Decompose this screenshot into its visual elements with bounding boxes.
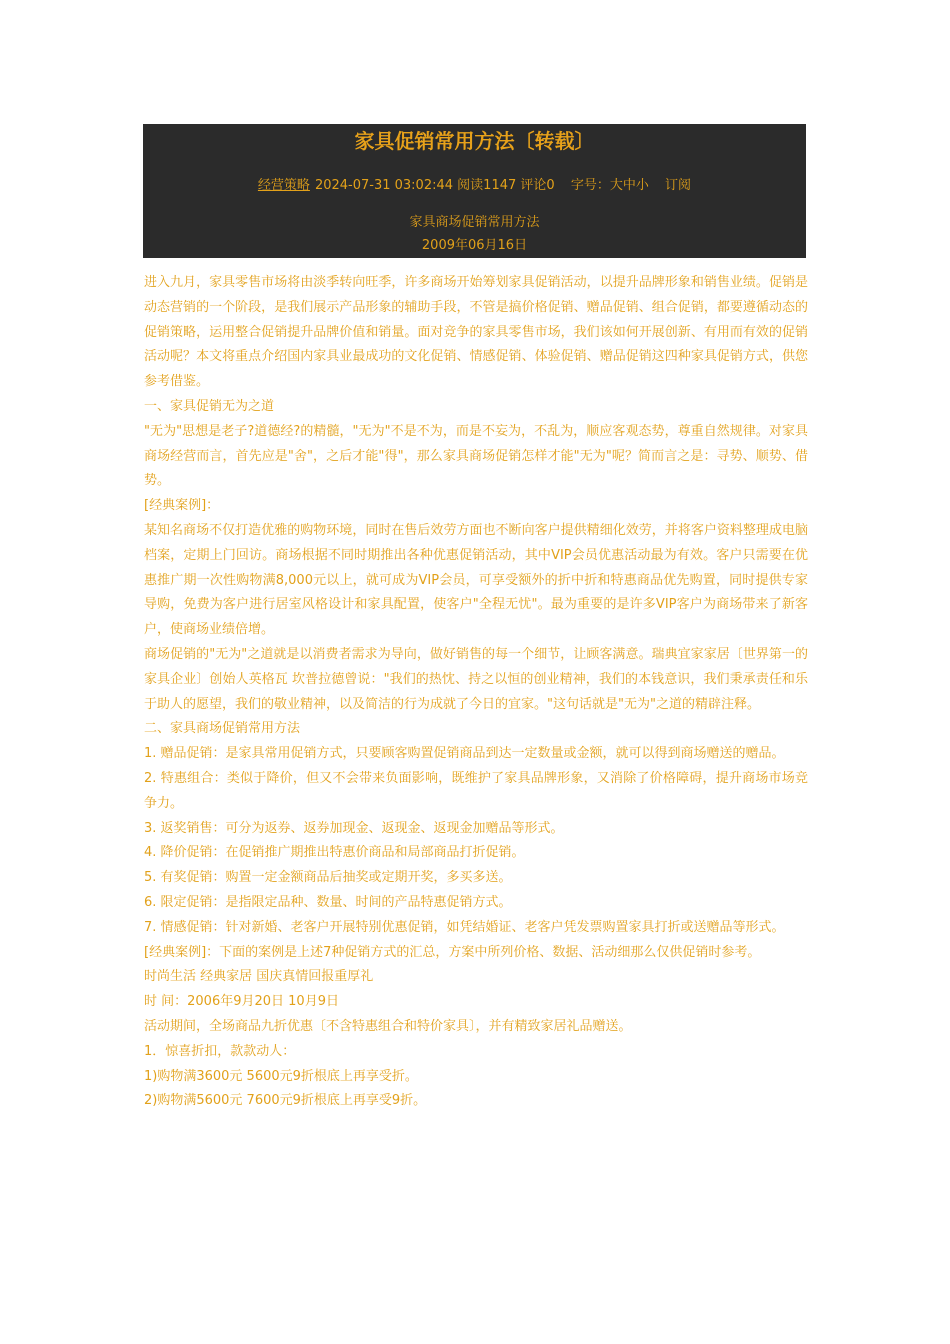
- comments-label: 评论: [520, 178, 547, 193]
- font-size-small-button[interactable]: 小: [635, 178, 649, 193]
- section-heading: 一、家具促销无为之道: [144, 398, 275, 414]
- list-item: 1．惊喜折扣，款款动人：: [144, 1043, 296, 1059]
- font-size-label: 字号：: [570, 178, 610, 193]
- case-label: [经典案例]：下面的案例是上述7种促销方式的汇总，方案中所列价格、数据、活动细那么仅供促销时参考。: [144, 944, 761, 960]
- reads-label: 阅读: [457, 178, 484, 193]
- article-meta: [143, 176, 806, 196]
- list-item: 2)购物满5600元 7600元9折根底上再享受9折。: [144, 1093, 427, 1109]
- reads-count: 1147: [483, 178, 517, 193]
- article-subtitle: 家具商场促销常用方法: [409, 215, 540, 230]
- font-size-large-button[interactable]: 大: [609, 178, 623, 193]
- list-item: 6. 限定促销：是指限定品种、数量、时间的产品特惠促销方式。: [144, 894, 512, 910]
- list-item: 4. 降价促销：在促销推广期推出特惠价商品和局部商品打折促销。: [144, 845, 525, 861]
- article-subtitle-date: 2009年06月16日: [421, 238, 528, 253]
- list-item: 3. 返奖销售：可分为返券、返券加现金、返现金、返现金加赠品等形式。: [144, 820, 564, 836]
- paragraph: 时 间：2006年9月20日 10月9日: [144, 994, 339, 1010]
- section-heading: 二、家具商场促销常用方法: [144, 721, 301, 737]
- list-item: 1)购物满3600元 5600元9折根底上再享受折。: [144, 1068, 418, 1084]
- comments-count: 0: [546, 178, 555, 193]
- list-item: 5. 有奖促销：购置一定金额商品后抽奖或定期开奖，多买多送。: [144, 870, 512, 886]
- paragraph: 商场促销的"无为"之道就是以消费者需求为导向，做好销售的每一个细节，让顾客满意。瑞典宜家家居〔世界第一的家具企业〕创始人英格瓦 坎普拉德曾说："我们的热忱、持之以恒的创业精神，我们的本钱意识，我们秉承责任和乐于助人的愿望，我们的敬业精神，以及简洁的行为成就了今日的宜家。"这句话就是"无为"之道的精辟注释。: [144, 646, 808, 712]
- paragraph: 时尚生活 经典家居 国庆真情回报重厚礼: [144, 969, 374, 985]
- list-item: 1. 赠品促销：是家具常用促销方式，只要顾客购置促销商品到达一定数量或金额，就可以得到商场赠送的赠品。: [144, 746, 785, 762]
- publish-datetime: 2024-07-31 03:02:44: [314, 178, 454, 193]
- category-link[interactable]: 经营策略: [257, 178, 310, 193]
- article-body: [144, 271, 808, 1114]
- case-label: [经典案例]：: [144, 498, 220, 514]
- article-header: [143, 124, 806, 258]
- font-size-medium-button[interactable]: 中: [622, 178, 636, 193]
- subscribe-button[interactable]: 订阅: [665, 178, 692, 193]
- list-item: 2. 特惠组合：类似于降价，但又不会带来负面影响，既维护了家具品牌形象，又消除了价格障碍，提升商场市场竞争力。: [144, 770, 808, 811]
- paragraph: 活动期间，全场商品九折优惠〔不含特惠组合和特价家具〕，并有精致家居礼品赠送。: [144, 1018, 632, 1034]
- paragraph: 某知名商场不仅打造优雅的购物环境，同时在售后效劳方面也不断向客户提供精细化效劳，并将客户资料整理成电脑档案，定期上门回访。商场根据不同时期推出各种优惠促销活动，其中VIP会员优惠活动最为有效。客户只需要在优惠推广期一次性购物满8,000元以上，就可成为VIP会员，可享受额外的折中折和特惠商品优先购置，同时提供专家导购，免费为客户进行居室风格设计和家具配置，使客户"全程无忧"。最为重要的是许多VIP客户为商场带来了新客户，使商场业绩倍增。: [144, 522, 808, 638]
- article-title: 家具促销常用方法〔转载〕: [354, 129, 595, 153]
- list-item: 7. 情感促销：针对新婚、老客户开展特别优惠促销，如凭结婚证、老客户凭发票购置家具打折或送赠品等形式。: [144, 919, 785, 935]
- paragraph: 进入九月，家具零售市场将由淡季转向旺季，许多商场开始筹划家具促销活动，以提升品牌形象和销售业绩。促销是动态营销的一个阶段，是我们展示产品形象的辅助手段，不管是搞价格促销、赠品促销、组合促销，都要遵循动态的促销策略，运用整合促销提升品牌价值和销量。面对竞争的家具零售市场，我们该如何开展创新、有用而有效的促销活动呢？本文将重点介绍国内家具业最成功的文化促销、情感促销、体验促销、赠品促销这四种家具促销方式，供您参考借鉴。: [144, 275, 808, 390]
- paragraph: "无为"思想是老子?道德经?的精髓，"无为"不是不为，而是不妄为，不乱为，顺应客观态势，尊重自然规律。对家具商场经营而言，首先应是"舍"，之后才能"得"，那么家具商场促销怎样才能"无为"呢？简而言之是：寻势、顺势、借势。: [144, 423, 808, 489]
